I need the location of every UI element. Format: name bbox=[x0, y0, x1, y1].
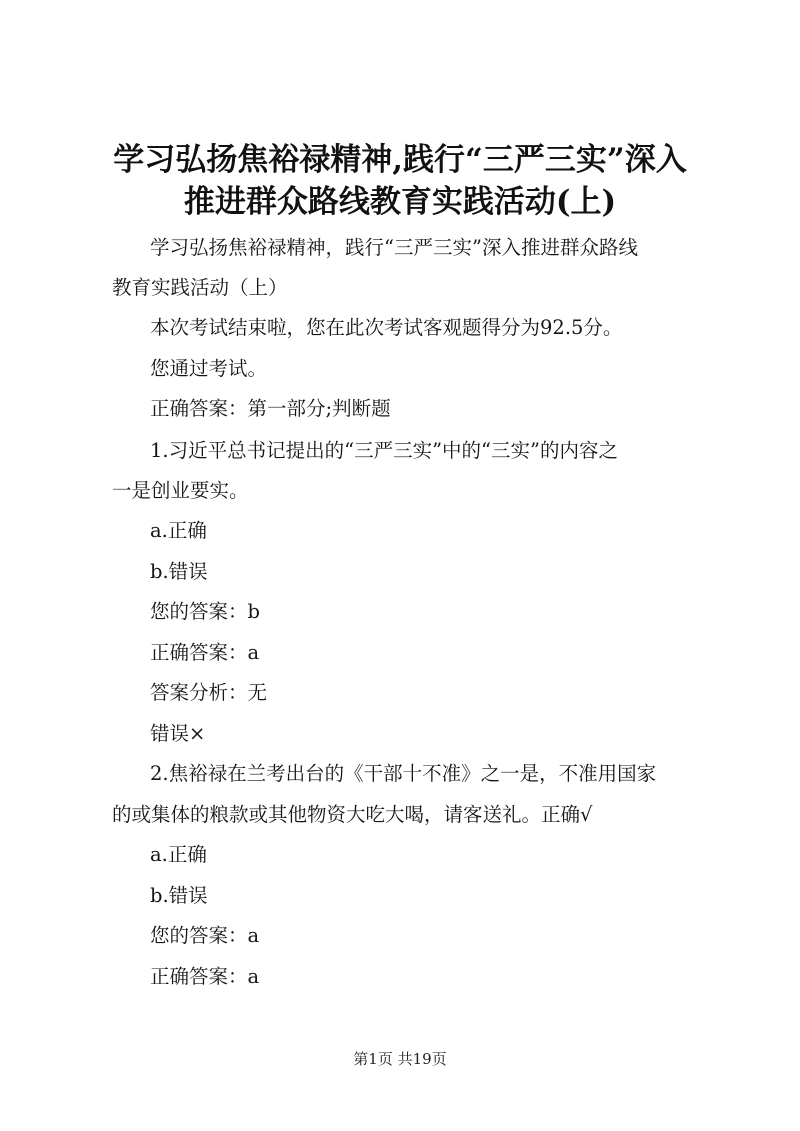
question-1-analysis: 答案分析：无 bbox=[150, 681, 268, 704]
question-2-correct-answer: 正确答案：a bbox=[150, 965, 260, 988]
question-1-line: 1.习近平总书记提出的“三严三实”中的“三实”的内容之 bbox=[150, 439, 618, 462]
question-1-result: 错误× bbox=[150, 722, 206, 745]
question-2-line: 的或集体的粮款或其他物资大吃大喝，请客送礼。正确√ bbox=[112, 803, 593, 826]
question-2-option-b: b.错误 bbox=[150, 884, 208, 907]
question-1-option-a: a.正确 bbox=[150, 519, 207, 542]
question-1-correct-answer: 正确答案：a bbox=[150, 641, 260, 664]
score-paragraph: 本次考试结束啦，您在此次考试客观题得分为92.5分。 bbox=[150, 316, 623, 339]
intro-paragraph-line: 学习弘扬焦裕禄精神，践行“三严三实”深入推进群众路线 bbox=[150, 236, 638, 259]
question-2-line: 2.焦裕禄在兰考出台的《干部十不准》之一是，不准用国家 bbox=[150, 762, 657, 785]
pass-paragraph: 您通过考试。 bbox=[150, 357, 268, 380]
question-1-option-b: b.错误 bbox=[150, 560, 208, 583]
question-1-line: 一是创业要实。 bbox=[112, 479, 249, 502]
page-number-footer: 第1页 共19页 bbox=[353, 1050, 447, 1068]
question-2-your-answer: 您的答案：a bbox=[150, 924, 260, 947]
document-title-line-1: 学习弘扬焦裕禄精神,践行“三严三实”深入 bbox=[113, 142, 687, 178]
question-1-your-answer: 您的答案：b bbox=[150, 600, 260, 623]
document-title-line-2: 推进群众路线教育实践活动(上) bbox=[183, 184, 617, 220]
intro-paragraph-line: 教育实践活动（上） bbox=[112, 276, 288, 299]
section-heading: 正确答案：第一部分;判断题 bbox=[150, 397, 391, 420]
question-2-option-a: a.正确 bbox=[150, 843, 207, 866]
